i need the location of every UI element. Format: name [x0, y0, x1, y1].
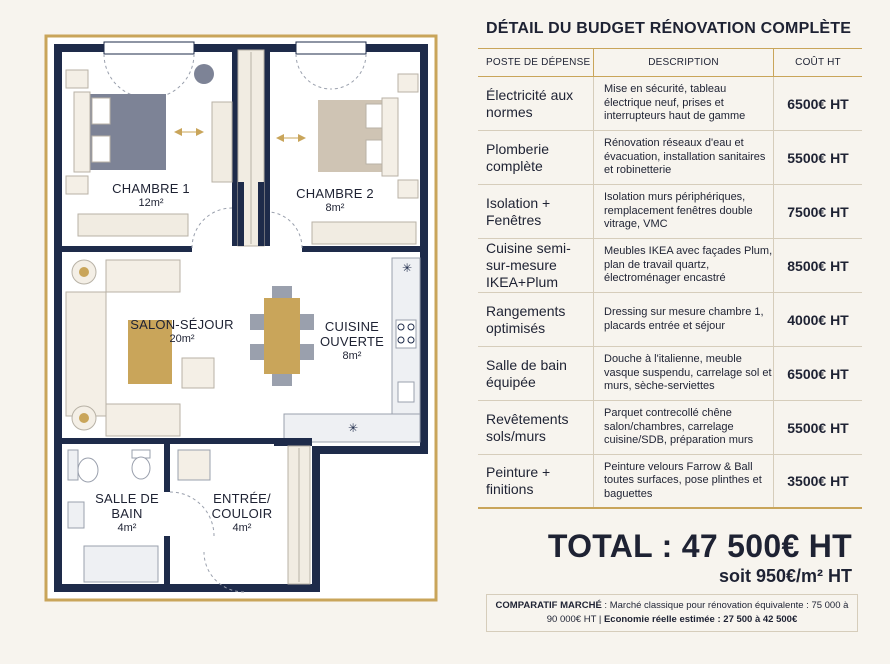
row-description: Dressing sur mesure chambre 1, placards entrée et séjour	[594, 293, 774, 346]
room-name: CHAMBRE 2	[296, 186, 374, 201]
row-description: Rénovation réseaux d'eau et évacuation, installation sanitaires et robinetterie	[594, 131, 774, 184]
row-description: Meubles IKEA avec façades Plum, plan de travail quartz, électroménager encastré	[594, 239, 774, 292]
row-description: Isolation murs périphériques, remplacement fenêtres double vitrage, VMC	[594, 185, 774, 238]
room-area: 4m²	[232, 521, 252, 534]
room-name: SALLE DE BAIN	[95, 491, 159, 521]
table-row	[478, 401, 862, 455]
room-name: ENTRÉE/ COULOIR	[211, 491, 273, 521]
wall-bottom	[54, 584, 264, 592]
budget-title: DÉTAIL DU BUDGET RÉNOVATION COMPLÈTE	[478, 10, 862, 49]
room-name: SALON-SÉJOUR	[130, 317, 234, 332]
room-area: 4m²	[117, 521, 137, 534]
wall-right-upper	[420, 44, 428, 454]
row-poste: Plomberie complète	[478, 131, 594, 184]
wall-right-lower	[312, 446, 320, 592]
bathtub	[84, 546, 158, 582]
sofa-top	[106, 260, 180, 292]
table-row	[478, 293, 862, 347]
row-poste: Peinture + finitions	[478, 455, 594, 507]
row-poste: Électricité aux normes	[478, 77, 594, 130]
sofa-bottom	[106, 404, 180, 436]
floor-plan	[44, 22, 440, 602]
room-salle-de-bain	[92, 492, 162, 535]
row-cout: 8500€ HT	[787, 257, 849, 274]
table-row	[478, 185, 862, 239]
room-area: 12m²	[138, 196, 164, 209]
room-area: 20m²	[169, 332, 195, 345]
sofa-left	[66, 292, 106, 416]
row-cout: 5500€ HT	[787, 149, 849, 166]
table-row	[478, 347, 862, 401]
price-per-m2: soit 950€/m² HT	[718, 566, 852, 586]
row-description: Douche à l'italienne, meuble vasque suspendu, carrelage sol et murs, sèche-serviettes	[594, 347, 774, 400]
budget-table	[478, 10, 862, 509]
row-cout: 6500€ HT	[787, 95, 849, 112]
row-description: Peinture velours Farrow & Ball toutes surfaces, pose plinthes et baguettes	[594, 455, 774, 507]
header-poste: POSTE DE DÉPENSE	[478, 49, 594, 76]
room-entree	[204, 492, 280, 535]
wall-left	[54, 44, 62, 592]
room-area: 8m²	[342, 349, 362, 362]
row-cout: 4000€ HT	[787, 311, 849, 328]
row-poste: Rangements optimisés	[478, 293, 594, 346]
row-poste: Cuisine semi-sur-mesure IKEA+Plum	[478, 239, 594, 292]
room-cuisine	[308, 320, 396, 363]
svg-text:✳: ✳	[348, 421, 359, 435]
comparison-savings: Economie réelle estimée : 27 500 à 42 500€	[603, 614, 798, 625]
row-poste: Isolation + Fenêtres	[478, 185, 594, 238]
table-row	[478, 131, 862, 185]
comparison-text: : Marché classique pour rénovation équivalente : 75 000 à 90 000€ HT |	[546, 600, 849, 625]
header-cout: COÛT HT	[795, 57, 841, 68]
row-description: Parquet contrecollé chêne salon/chambres, carrelage cuisine/SDB, préparation murs	[594, 401, 774, 454]
room-area: 8m²	[325, 201, 345, 214]
row-cout: 3500€ HT	[787, 473, 849, 489]
row-cout: 7500€ HT	[787, 203, 849, 220]
table-row	[478, 77, 862, 131]
table-row	[478, 455, 862, 509]
wall-step	[312, 446, 428, 454]
room-chambre-1	[96, 182, 206, 210]
total-amount: TOTAL : 47 500€ HT	[547, 528, 852, 564]
row-cout: 6500€ HT	[787, 365, 849, 382]
room-name: CUISINE OUVERTE	[319, 319, 384, 349]
market-comparison	[486, 594, 858, 632]
svg-text:✳: ✳	[402, 261, 413, 275]
header-description: DESCRIPTION	[594, 49, 774, 76]
room-chambre-2	[280, 187, 390, 215]
table-header	[478, 49, 862, 77]
total-block	[548, 527, 852, 587]
wall-bottom-right	[244, 584, 320, 592]
row-description: Mise en sécurité, tableau électrique neuf, prises et interrupteurs haut de gamme	[594, 77, 774, 130]
row-poste: Salle de bain équipée	[478, 347, 594, 400]
dining-table	[264, 298, 300, 374]
row-poste: Revêtements sols/murs	[478, 401, 594, 454]
comparison-label: COMPARATIF MARCHÉ	[495, 600, 602, 611]
room-salon-sejour	[120, 318, 244, 346]
table-row	[478, 239, 862, 293]
row-cout: 5500€ HT	[787, 419, 849, 436]
room-name: CHAMBRE 1	[112, 181, 190, 196]
